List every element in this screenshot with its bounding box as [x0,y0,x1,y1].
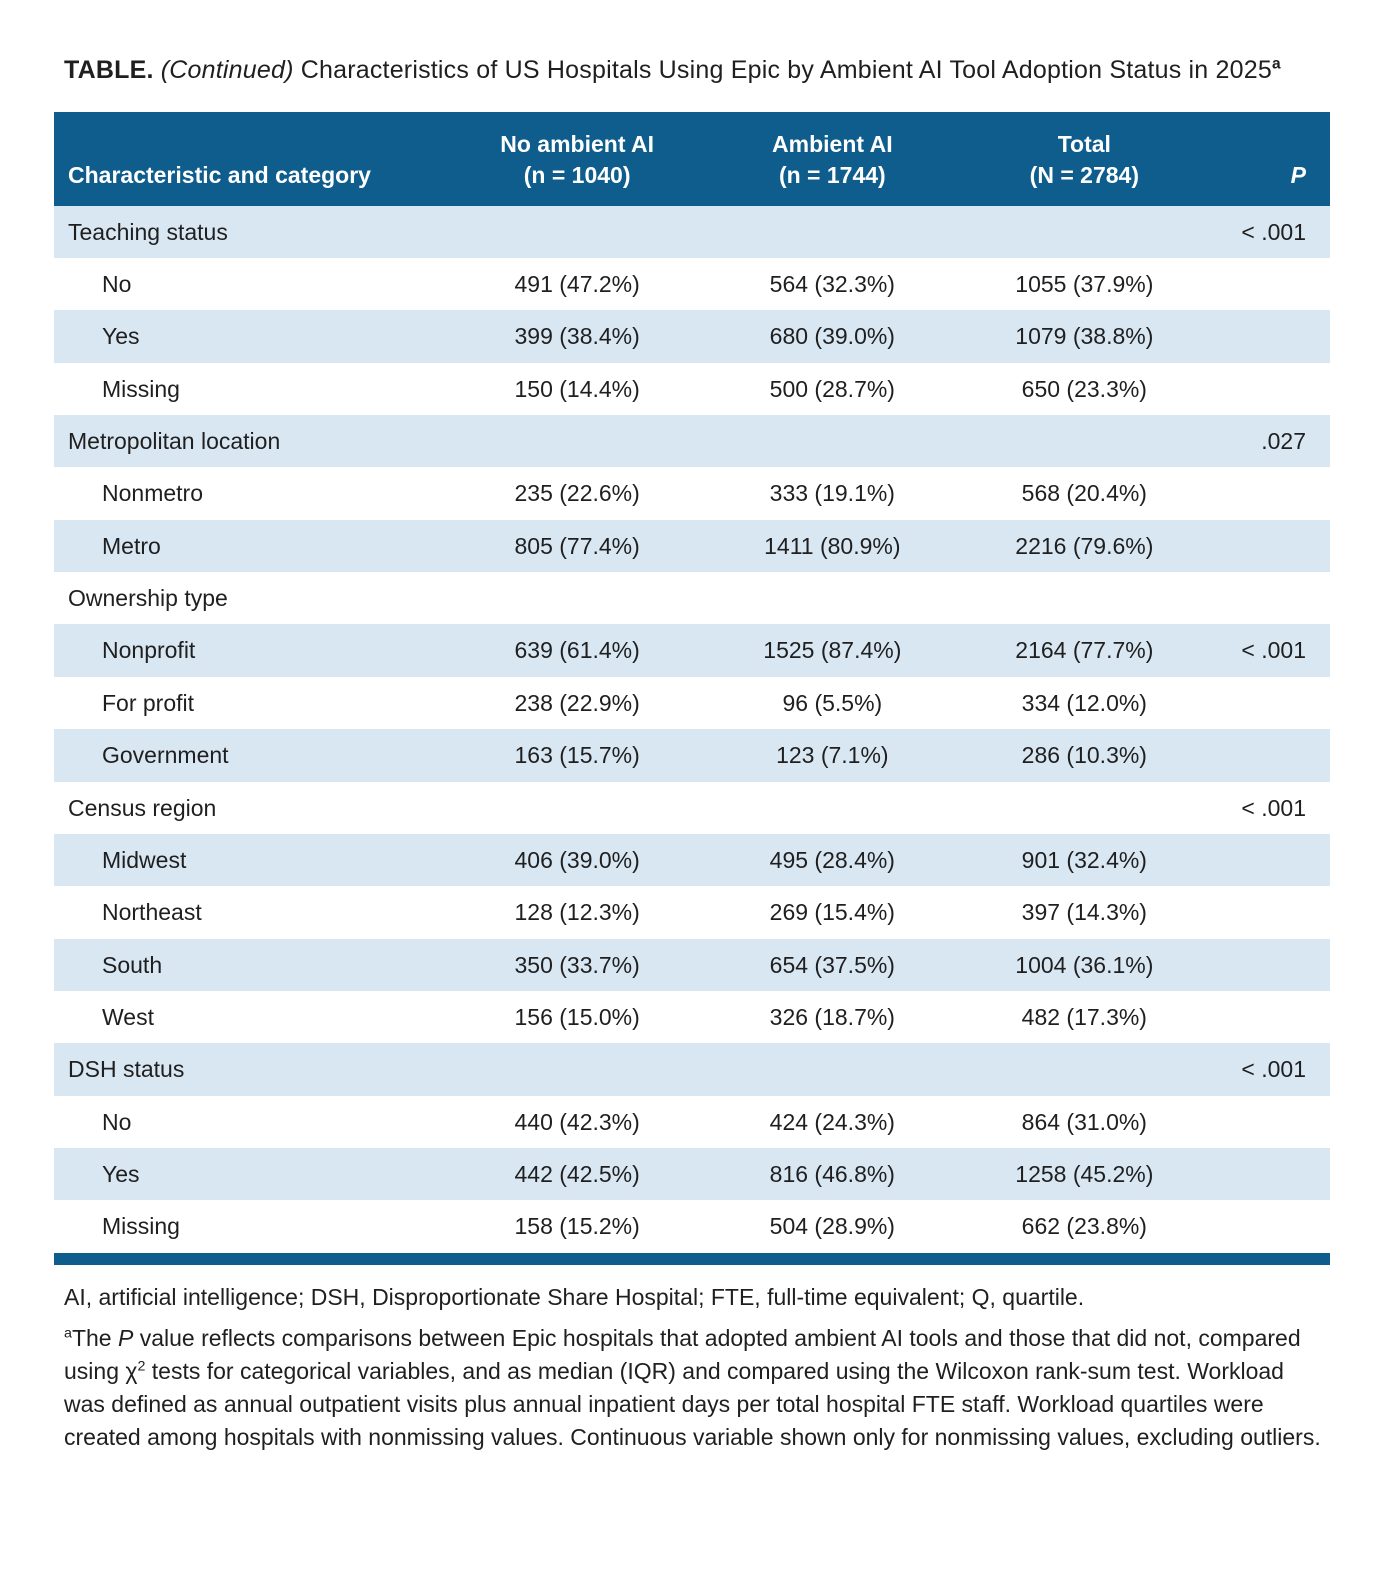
table-title-superscript: a [1271,55,1281,73]
ambient-ai-cell: 1411 (80.9%) [764,532,901,559]
data-row [54,1148,1330,1200]
p-value-note-superscript: a [64,1325,72,1342]
category-cell: Metropolitan location [68,428,281,455]
total-cell: 397 (14.3%) [1021,899,1147,926]
category-cell: Yes [102,323,140,350]
category-cell: Ownership type [68,585,228,612]
no-ambient-ai-cell [450,1043,705,1095]
total-cell: 568 (20.4%) [1021,480,1147,507]
p-value-cell [1209,363,1330,415]
header-ambient-ai-line2: (n = 1744) [778,161,886,188]
table-title-text: Characteristics of US Hospitals Using Epic by Ambient AI Tool Adoption Status in 2025 [300,56,1272,84]
total-cell: 2216 (79.6%) [1015,532,1154,559]
total-cell: 2164 (77.7%) [1015,637,1154,664]
category-cell: West [102,1003,154,1030]
no-ambient-ai-cell [450,572,705,624]
header-characteristic-label: Characteristic and category [68,161,371,188]
ambient-ai-cell [705,415,960,467]
data-row [54,467,1330,519]
total-cell: 1055 (37.9%) [1015,270,1154,297]
no-ambient-ai-cell: 350 (33.7%) [514,951,640,978]
category-cell: Yes [102,1161,140,1188]
p-value-cell [1209,677,1330,729]
p-value-cell [1209,886,1330,938]
category-group-row [54,572,1330,624]
no-ambient-ai-cell: 440 (42.3%) [514,1108,640,1135]
p-value-cell [1209,520,1330,572]
no-ambient-ai-cell: 406 (39.0%) [514,846,640,873]
no-ambient-ai-cell: 491 (47.2%) [514,270,640,297]
no-ambient-ai-cell: 805 (77.4%) [514,532,640,559]
ambient-ai-cell: 424 (24.3%) [769,1108,895,1135]
table-bottom-bar [54,1253,1330,1265]
category-cell: Census region [68,794,217,821]
header-p-value [1209,112,1330,206]
ambient-ai-cell: 333 (19.1%) [769,480,895,507]
no-ambient-ai-cell: 156 (15.0%) [514,1003,640,1030]
category-cell: South [102,951,163,978]
data-row [54,310,1330,362]
total-cell: 901 (32.4%) [1021,846,1147,873]
ambient-ai-cell: 123 (7.1%) [776,742,889,769]
total-cell [960,1043,1209,1095]
p-value-cell [1209,834,1330,886]
no-ambient-ai-cell [450,415,705,467]
total-cell: 334 (12.0%) [1021,689,1147,716]
p-value-note-rest: tests for categorical variables, and as median (IQR) and compared using the Wilcoxon rank-sum test. Workload was defined as annual outpatient visits plus annual inpatient days per total hospital FTE staff. Workload quartiles were created among hospitals with nonmissing values. Continuous variable shown only for nonmissing values, excluding outliers. [64,1358,1321,1451]
header-ambient-ai [705,112,960,206]
data-row [54,677,1330,729]
category-cell: Nonmetro [102,480,203,507]
total-cell [960,206,1209,258]
ambient-ai-cell: 504 (28.9%) [769,1213,895,1240]
total-cell [960,415,1209,467]
table-label: TABLE. [64,56,154,84]
p-value-cell [1209,1148,1330,1200]
category-cell: Northeast [102,899,202,926]
total-cell: 1004 (36.1%) [1015,951,1154,978]
no-ambient-ai-cell: 399 (38.4%) [514,323,640,350]
ambient-ai-cell [705,1043,960,1095]
header-no-ambient-ai-line2: (n = 1040) [523,161,631,188]
data-row [54,624,1330,676]
no-ambient-ai-cell: 639 (61.4%) [514,637,640,664]
data-row [54,991,1330,1043]
p-value-cell [1209,939,1330,991]
category-cell: DSH status [68,1056,185,1083]
category-cell: Metro [102,532,161,559]
data-row [54,834,1330,886]
data-row [54,1200,1330,1252]
p-value-note-pre: The [71,1324,118,1351]
category-group-row [54,206,1330,258]
table-header-row [54,112,1330,206]
ambient-ai-cell: 564 (32.3%) [769,270,895,297]
category-cell: No [102,270,132,297]
total-cell: 286 (10.3%) [1021,742,1147,769]
category-cell: Nonprofit [102,637,196,664]
ambient-ai-cell [705,572,960,624]
category-cell: Government [102,742,229,769]
header-ambient-ai-line1: Ambient AI [772,130,893,157]
total-cell: 482 (17.3%) [1021,1003,1147,1030]
category-cell: Midwest [102,846,187,873]
category-group-row [54,415,1330,467]
data-row [54,939,1330,991]
header-total-line1: Total [1057,130,1111,157]
total-cell [960,572,1209,624]
characteristics-table [54,112,1330,1253]
category-cell: For profit [102,689,195,716]
ambient-ai-cell: 500 (28.7%) [769,375,895,402]
p-value-cell [1209,1096,1330,1148]
p-value-cell: < .001 [1241,637,1306,664]
p-value-note [64,1322,1330,1454]
data-row [54,363,1330,415]
p-value-cell [1209,991,1330,1043]
category-cell: Missing [102,1213,180,1240]
header-characteristic-and-category [54,112,450,206]
abbreviations-note: AI, artificial intelligence; DSH, Disproportionate Share Hospital; FTE, full-time equivalent; Q, quartile. [64,1283,1085,1310]
p-value-cell: < .001 [1241,218,1306,245]
category-group-row [54,1043,1330,1095]
total-cell: 864 (31.0%) [1021,1108,1147,1135]
header-total-line2: (N = 2784) [1029,161,1139,188]
p-value-cell [1209,467,1330,519]
p-value-cell [1209,729,1330,781]
header-no-ambient-ai [450,112,705,206]
category-group-row [54,782,1330,834]
no-ambient-ai-cell: 158 (15.2%) [514,1213,640,1240]
no-ambient-ai-cell: 238 (22.9%) [514,689,640,716]
ambient-ai-cell [705,206,960,258]
total-cell: 662 (23.8%) [1021,1213,1147,1240]
ambient-ai-cell: 654 (37.5%) [769,951,895,978]
ambient-ai-cell: 680 (39.0%) [769,323,895,350]
header-no-ambient-ai-line1: No ambient AI [500,130,655,157]
table-body [54,206,1330,1253]
no-ambient-ai-cell: 150 (14.4%) [514,375,640,402]
data-row [54,729,1330,781]
data-row [54,258,1330,310]
ambient-ai-cell: 495 (28.4%) [769,846,895,873]
header-total [960,112,1209,206]
data-row [54,886,1330,938]
ambient-ai-cell: 816 (46.8%) [769,1161,895,1188]
footnotes [54,1281,1330,1455]
ambient-ai-cell: 1525 (87.4%) [763,637,902,664]
total-cell [960,782,1209,834]
ambient-ai-cell [705,782,960,834]
data-row [54,1096,1330,1148]
category-cell: Teaching status [68,218,228,245]
total-cell: 1258 (45.2%) [1015,1161,1154,1188]
no-ambient-ai-cell: 235 (22.6%) [514,480,640,507]
p-value-cell: < .001 [1241,1056,1306,1083]
p-value-note-mid: value reflects comparisons between Epic hospitals that adopted ambient AI tools and those that did not, compared using χ [64,1324,1301,1384]
no-ambient-ai-cell [450,782,705,834]
ambient-ai-cell: 269 (15.4%) [769,899,895,926]
no-ambient-ai-cell: 128 (12.3%) [514,899,640,926]
p-value-note-p-italic: P [117,1324,134,1351]
p-value-cell [1209,310,1330,362]
category-cell: Missing [102,375,180,402]
table-title [54,52,1330,90]
header-p-label: P [1290,161,1306,188]
ambient-ai-cell: 326 (18.7%) [769,1003,895,1030]
no-ambient-ai-cell: 163 (15.7%) [514,742,640,769]
data-row [54,520,1330,572]
p-value-cell [1209,258,1330,310]
p-value-cell: < .001 [1241,794,1306,821]
p-value-cell [1209,1200,1330,1252]
total-cell: 650 (23.3%) [1021,375,1147,402]
p-value-cell [1209,572,1330,624]
ambient-ai-cell: 96 (5.5%) [782,689,883,716]
no-ambient-ai-cell: 442 (42.5%) [514,1161,640,1188]
table-continued: (Continued) [160,56,294,84]
total-cell: 1079 (38.8%) [1015,323,1154,350]
category-cell: No [102,1108,132,1135]
p-value-cell: .027 [1261,428,1306,455]
no-ambient-ai-cell [450,206,705,258]
chi-squared-superscript: 2 [137,1358,146,1375]
